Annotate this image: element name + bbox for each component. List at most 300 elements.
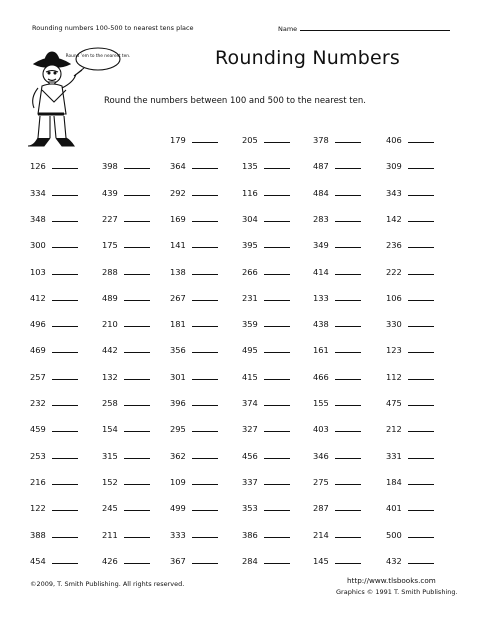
rounding-problem [102,424,150,434]
problem-number: 337 [242,476,258,487]
rounding-problem [313,345,361,355]
problem-number: 499 [170,503,186,514]
rounding-problem [313,319,361,329]
rounding-problem [170,267,218,277]
answer-blank[interactable] [264,452,290,459]
problem-number: 388 [30,529,46,540]
problem-number: 331 [386,450,402,461]
answer-blank[interactable] [264,294,290,301]
answer-blank[interactable] [335,504,361,511]
answer-blank[interactable] [408,189,434,196]
answer-blank[interactable] [408,452,434,459]
rounding-problem [102,398,150,408]
problem-number: 106 [386,292,402,303]
answer-blank[interactable] [264,136,290,143]
problem-number: 216 [30,476,46,487]
answer-blank[interactable] [335,346,361,353]
name-label: Name [278,25,298,33]
answer-blank[interactable] [192,215,218,222]
rounding-problem [30,398,78,408]
problem-number: 161 [313,345,329,356]
answer-blank[interactable] [52,215,78,222]
answer-blank[interactable] [335,373,361,380]
rounding-problem [102,556,150,566]
answer-blank[interactable] [192,478,218,485]
rounding-problem [242,345,290,355]
answer-blank[interactable] [408,531,434,538]
rounding-problem [386,451,434,461]
problem-number: 210 [102,319,118,330]
answer-blank[interactable] [52,452,78,459]
problem-number: 432 [386,555,402,566]
answer-blank[interactable] [408,268,434,275]
answer-blank[interactable] [124,425,150,432]
rounding-problem [242,161,290,171]
problem-number: 367 [170,555,186,566]
answer-blank[interactable] [408,504,434,511]
problem-number: 231 [242,292,258,303]
answer-blank[interactable] [408,478,434,485]
problem-number: 253 [30,450,46,461]
problem-number: 442 [102,345,118,356]
rounding-problem [242,451,290,461]
rounding-problem [170,530,218,540]
instructions: Round the numbers between 100 and 500 to the nearest ten. [104,96,366,106]
answer-blank[interactable] [124,557,150,564]
answer-blank[interactable] [124,241,150,248]
answer-blank[interactable] [124,162,150,169]
problem-number: 295 [170,424,186,435]
answer-blank[interactable] [264,425,290,432]
problem-number: 466 [313,371,329,382]
answer-blank[interactable] [264,320,290,327]
answer-blank[interactable] [408,557,434,564]
rounding-problem [170,372,218,382]
problem-number: 154 [102,424,118,435]
rounding-problem [386,372,434,382]
problem-number: 495 [242,345,258,356]
rounding-problem [386,424,434,434]
answer-blank[interactable] [52,399,78,406]
answer-blank[interactable] [264,268,290,275]
answer-blank[interactable] [124,452,150,459]
answer-blank[interactable] [335,531,361,538]
problem-number: 330 [386,319,402,330]
problem-number: 406 [386,135,402,145]
rounding-problem [386,293,434,303]
answer-blank[interactable] [124,294,150,301]
rounding-problem [170,161,218,171]
problem-number: 214 [313,529,329,540]
problem-number: 459 [30,424,46,435]
problem-number: 496 [30,319,46,330]
answer-blank[interactable] [52,346,78,353]
rounding-problem [386,530,434,540]
problem-number: 398 [102,161,118,172]
rounding-problem [313,424,361,434]
problem-number: 257 [30,371,46,382]
rounding-problem [386,267,434,277]
answer-blank[interactable] [335,136,361,143]
rounding-problem [242,135,290,145]
problem-number: 378 [313,135,329,145]
problem-number: 184 [386,476,402,487]
rounding-problem [386,319,434,329]
rounding-problem [313,372,361,382]
problem-number: 348 [30,213,46,224]
rounding-problem [102,214,150,224]
problem-number: 205 [242,135,258,145]
problem-number: 353 [242,503,258,514]
rounding-problem [30,319,78,329]
answer-blank[interactable] [124,189,150,196]
rounding-problem [242,240,290,250]
problem-number: 414 [313,266,329,277]
rounding-problem [386,161,434,171]
rounding-problem [102,372,150,382]
rounding-problem [102,267,150,277]
problem-number: 169 [170,213,186,224]
rounding-problem [313,293,361,303]
rounding-problem [242,188,290,198]
problem-number: 396 [170,398,186,408]
rounding-problem [170,451,218,461]
copyright-text: ©2009, T. Smith Publishing. All rights reserved. [30,580,185,588]
answer-blank[interactable] [408,136,434,143]
answer-blank[interactable] [52,478,78,485]
rounding-problem [30,477,78,487]
problem-number: 489 [102,292,118,303]
rounding-problem [170,398,218,408]
rounding-problem [386,188,434,198]
rounding-problem [313,398,361,408]
problem-number: 438 [313,319,329,330]
problem-number: 211 [102,529,118,540]
rounding-problem [313,240,361,250]
problem-number: 155 [313,398,329,408]
problem-number: 374 [242,398,258,408]
website-url: http://www.tlsbooks.com [347,576,436,585]
answer-blank[interactable] [408,425,434,432]
rounding-problem [242,293,290,303]
problem-number: 426 [102,555,118,566]
answer-blank[interactable] [264,241,290,248]
rounding-problem [386,345,434,355]
answer-blank[interactable] [335,399,361,406]
problem-number: 112 [386,371,402,382]
answer-blank[interactable] [52,294,78,301]
rounding-problem [313,267,361,277]
answer-blank[interactable] [124,268,150,275]
answer-blank[interactable] [335,478,361,485]
answer-blank[interactable] [408,241,434,248]
rounding-problem [170,477,218,487]
rounding-problem [313,451,361,461]
problem-number: 145 [313,555,329,566]
problem-number: 412 [30,292,46,303]
problem-number: 126 [30,161,46,172]
rounding-problem [242,267,290,277]
answer-blank[interactable] [192,136,218,143]
problem-number: 266 [242,266,258,277]
rounding-problem [170,319,218,329]
answer-blank[interactable] [192,557,218,564]
answer-blank[interactable] [192,452,218,459]
answer-blank[interactable] [335,320,361,327]
answer-blank[interactable] [52,425,78,432]
answer-blank[interactable] [335,452,361,459]
rounding-problem [102,503,150,513]
problem-number: 288 [102,266,118,277]
rounding-problem [313,214,361,224]
answer-blank[interactable] [192,425,218,432]
answer-blank[interactable] [52,162,78,169]
answer-blank[interactable] [408,399,434,406]
problem-number: 236 [386,240,402,251]
graphics-credit: Graphics © 1991 T. Smith Publishing. [336,588,458,596]
rounding-problem [30,451,78,461]
problem-number: 284 [242,555,258,566]
rounding-problem [170,503,218,513]
problem-number: 487 [313,161,329,172]
rounding-problem [30,214,78,224]
problem-number: 179 [170,135,186,145]
problem-number: 359 [242,319,258,330]
rounding-problem [386,477,434,487]
answer-blank[interactable] [192,399,218,406]
problem-number: 333 [170,529,186,540]
rounding-problem [242,319,290,329]
answer-blank[interactable] [335,425,361,432]
problem-number: 222 [386,266,402,277]
problem-number: 123 [386,345,402,356]
problem-number: 304 [242,213,258,224]
rounding-problem [30,161,78,171]
answer-blank[interactable] [192,268,218,275]
problem-number: 364 [170,161,186,172]
answer-blank[interactable] [52,557,78,564]
answer-blank[interactable] [264,531,290,538]
problem-number: 439 [102,187,118,198]
answer-blank[interactable] [52,531,78,538]
answer-blank[interactable] [52,504,78,511]
answer-blank[interactable] [335,557,361,564]
answer-blank[interactable] [264,189,290,196]
rounding-problem [313,530,361,540]
answer-blank[interactable] [335,189,361,196]
rounding-problem [313,503,361,513]
answer-blank[interactable] [192,189,218,196]
answer-blank[interactable] [335,215,361,222]
problem-number: 327 [242,424,258,435]
rounding-problem [30,424,78,434]
answer-blank[interactable] [408,346,434,353]
answer-blank[interactable] [408,294,434,301]
problem-number: 349 [313,240,329,251]
answer-blank[interactable] [124,215,150,222]
answer-blank[interactable] [264,373,290,380]
answer-blank[interactable] [52,320,78,327]
rounding-problem [313,477,361,487]
problem-number: 232 [30,398,46,408]
rounding-problem [170,556,218,566]
page-title: Rounding Numbers [215,47,400,69]
answer-blank[interactable] [192,294,218,301]
rounding-problem [242,398,290,408]
answer-blank[interactable] [264,215,290,222]
problem-number: 386 [242,529,258,540]
rounding-problem [242,424,290,434]
problem-number: 484 [313,187,329,198]
answer-blank[interactable] [124,478,150,485]
rounding-problem [242,372,290,382]
problem-number: 212 [386,424,402,435]
problem-number: 300 [30,240,46,251]
rounding-problem [386,556,434,566]
answer-blank[interactable] [335,241,361,248]
answer-blank[interactable] [192,320,218,327]
rounding-problem [102,345,150,355]
answer-blank[interactable] [335,294,361,301]
answer-blank[interactable] [124,531,150,538]
answer-blank[interactable] [192,531,218,538]
problem-number: 141 [170,240,186,251]
answer-blank[interactable] [408,215,434,222]
answer-blank[interactable] [52,241,78,248]
problem-number: 403 [313,424,329,435]
problem-number: 135 [242,161,258,172]
problem-number: 301 [170,371,186,382]
answer-blank[interactable] [192,162,218,169]
answer-blank[interactable] [192,504,218,511]
problem-number: 152 [102,476,118,487]
rounding-problem [102,161,150,171]
rounding-problem [170,424,218,434]
problem-number: 287 [313,503,329,514]
problem-number: 109 [170,476,186,487]
speech-bubble-text: Round ’em to the nearest ten. [65,54,131,59]
rounding-problem [102,188,150,198]
problem-number: 275 [313,476,329,487]
name-underline [300,24,450,31]
rounding-problem [102,293,150,303]
problem-number: 454 [30,555,46,566]
answer-blank[interactable] [124,346,150,353]
rounding-problem [313,556,361,566]
problem-number: 309 [386,161,402,172]
problem-number: 175 [102,240,118,251]
problem-number: 116 [242,187,258,198]
answer-blank[interactable] [192,373,218,380]
rounding-problem [102,477,150,487]
rounding-problem [170,240,218,250]
problem-number: 500 [386,529,402,540]
problem-number: 356 [170,345,186,356]
answer-blank[interactable] [124,399,150,406]
answer-blank[interactable] [124,373,150,380]
rounding-problem [30,267,78,277]
problem-number: 343 [386,187,402,198]
problem-number: 362 [170,450,186,461]
problem-number: 456 [242,450,258,461]
rounding-problem [242,214,290,224]
problem-number: 227 [102,213,118,224]
worksheet-subtitle: Rounding numbers 100-500 to nearest tens place [32,24,194,32]
answer-blank[interactable] [408,162,434,169]
rounding-problem [102,530,150,540]
problem-number: 475 [386,398,402,408]
answer-blank[interactable] [192,241,218,248]
problem-number: 142 [386,213,402,224]
rounding-problem [30,372,78,382]
problem-number: 401 [386,503,402,514]
rounding-problem [102,319,150,329]
answer-blank[interactable] [408,373,434,380]
problem-number: 133 [313,292,329,303]
answer-blank[interactable] [52,268,78,275]
name-line [278,24,450,33]
rounding-problem [242,556,290,566]
rounding-problem [386,214,434,224]
answer-blank[interactable] [335,268,361,275]
rounding-problem [242,477,290,487]
answer-blank[interactable] [124,320,150,327]
rounding-problem [102,240,150,250]
problem-number: 138 [170,266,186,277]
rounding-problem [102,451,150,461]
rounding-problem [30,556,78,566]
answer-blank[interactable] [264,399,290,406]
problem-number: 258 [102,398,118,408]
problem-number: 103 [30,266,46,277]
problem-number: 181 [170,319,186,330]
problem-number: 267 [170,292,186,303]
answer-blank[interactable] [408,320,434,327]
rounding-problem [386,135,434,145]
rounding-problem [170,135,218,145]
answer-blank[interactable] [192,346,218,353]
rounding-problem [313,135,361,145]
answer-blank[interactable] [264,478,290,485]
answer-blank[interactable] [52,373,78,380]
rounding-problem [170,214,218,224]
rounding-problem [170,293,218,303]
rounding-problem [313,161,361,171]
problem-number: 315 [102,450,118,461]
problem-number: 122 [30,503,46,514]
answer-blank[interactable] [264,557,290,564]
rounding-problem [386,503,434,513]
rounding-problem [30,345,78,355]
problem-number: 245 [102,503,118,514]
rounding-problem [30,293,78,303]
answer-blank[interactable] [264,162,290,169]
answer-blank[interactable] [52,189,78,196]
answer-blank[interactable] [124,504,150,511]
rounding-problem [170,345,218,355]
problem-number: 346 [313,450,329,461]
answer-blank[interactable] [264,504,290,511]
problem-number: 395 [242,240,258,251]
problem-number: 132 [102,371,118,382]
rounding-problem [30,240,78,250]
rounding-problem [242,530,290,540]
rounding-problem [30,530,78,540]
problem-number: 334 [30,187,46,198]
answer-blank[interactable] [335,162,361,169]
answer-blank[interactable] [264,346,290,353]
rounding-problem [386,240,434,250]
